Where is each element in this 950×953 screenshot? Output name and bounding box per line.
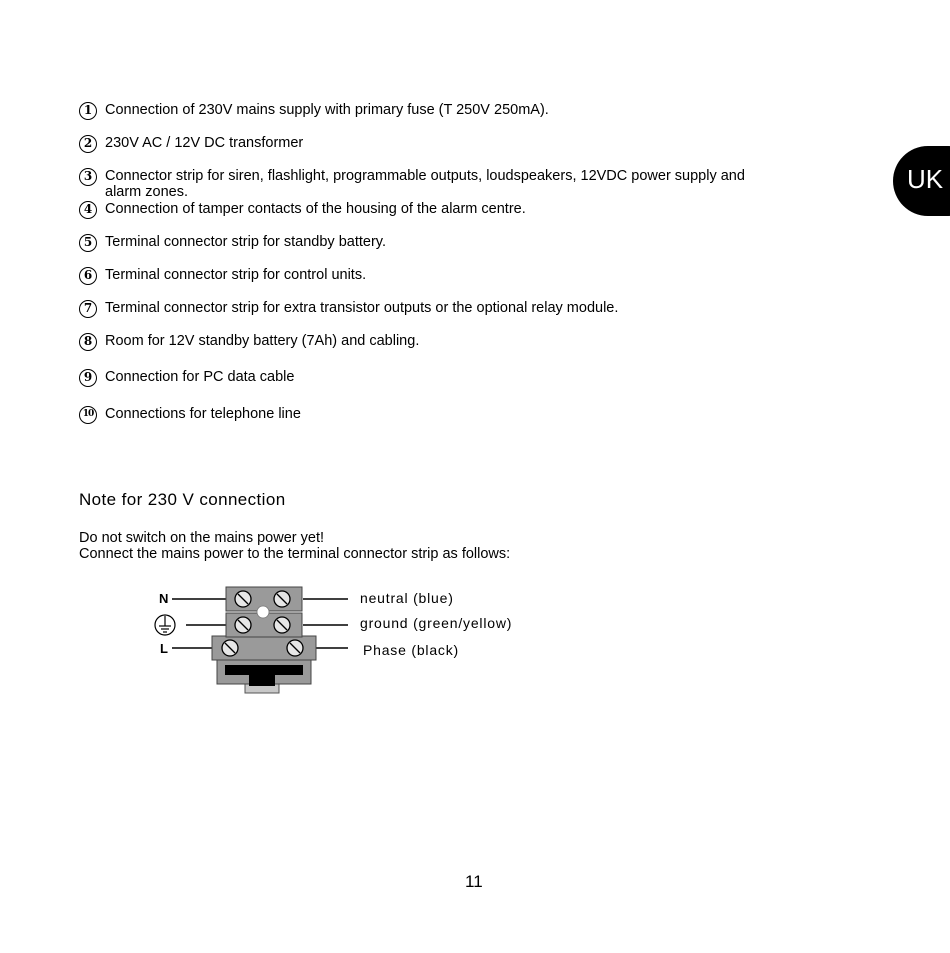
terminal-block-drawing (150, 583, 550, 703)
item-text-3 (105, 168, 755, 200)
item-text-3-line1: Connector strip for siren, flashlight, programmable outputs, loudspeakers, 12VDC power supply and (105, 168, 745, 184)
item-number-7: 7 (79, 300, 97, 318)
screw-icon (222, 640, 238, 656)
wire-label-ground: ground (green/yellow) (360, 615, 513, 631)
item-number-8: 8 (79, 333, 97, 351)
page-number: 11 (465, 872, 483, 891)
item-number-3: 3 (79, 168, 97, 186)
note-line-2: Connect the mains power to the terminal connector strip as follows: (79, 546, 511, 562)
item-number-4: 4 (79, 201, 97, 219)
phase-letter: L (160, 641, 168, 656)
item-text-8: Room for 12V standby battery (7Ah) and cabling. (105, 333, 420, 349)
ground-symbol-icon (155, 615, 175, 635)
item-text-3-line2: alarm zones. (105, 184, 189, 200)
terminal-slot (225, 665, 303, 675)
terminal-slot-lower (249, 675, 275, 686)
item-number-2: 2 (79, 135, 97, 153)
screw-icon (235, 617, 251, 633)
screw-icon (235, 591, 251, 607)
wire-label-phase: Phase (black) (363, 642, 459, 658)
item-number-1: 1 (79, 102, 97, 120)
item-text-5: Terminal connector strip for standby battery. (105, 234, 386, 250)
item-number-9: 9 (79, 369, 97, 387)
item-text-1: Connection of 230V mains supply with primary fuse (T 250V 250mA). (105, 102, 549, 118)
item-text-6: Terminal connector strip for control units. (105, 267, 367, 283)
screw-icon (274, 591, 290, 607)
item-text-9: Connection for PC data cable (105, 369, 295, 385)
item-text-7: Terminal connector strip for extra transistor outputs or the optional relay module. (105, 300, 619, 316)
item-text-4: Connection of tamper contacts of the housing of the alarm centre. (105, 201, 526, 217)
item-text-10: Connections for telephone line (105, 406, 301, 422)
terminal-wiring-diagram (150, 583, 550, 703)
terminal-center-hole (257, 606, 269, 618)
screw-icon (287, 640, 303, 656)
wire-label-neutral: neutral (blue) (360, 590, 454, 606)
item-number-6: 6 (79, 267, 97, 285)
note-line-1: Do not switch on the mains power yet! (79, 530, 325, 546)
language-tab-label: UK (907, 164, 944, 194)
language-tab-uk (893, 146, 950, 216)
item-number-5: 5 (79, 234, 97, 252)
item-text-2: 230V AC / 12V DC transformer (105, 135, 304, 151)
note-heading: Note for 230 V connection (79, 490, 286, 509)
item-number-10: 10 (79, 406, 97, 424)
screw-icon (274, 617, 290, 633)
neutral-letter: N (159, 591, 169, 606)
